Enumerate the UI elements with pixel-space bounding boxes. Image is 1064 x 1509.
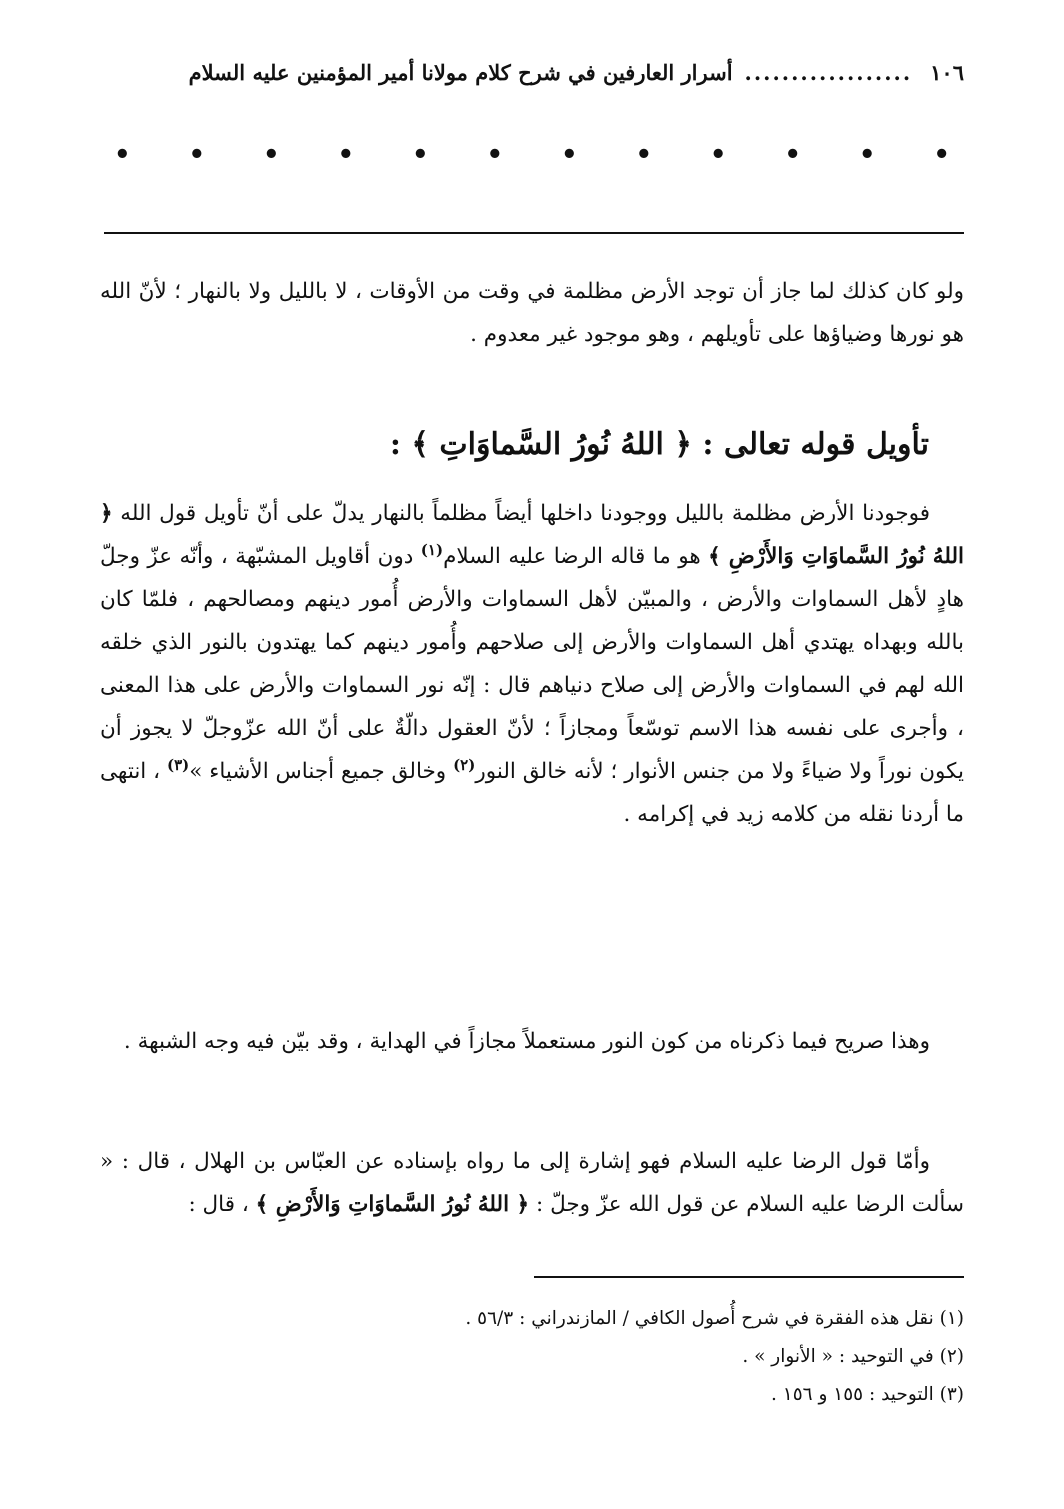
quran-verse: ﴿ اللهُ نُورُ السَّماوَاتِ وَالأَرْضِ ﴾: [255, 1192, 530, 1217]
ornament-dot: •: [560, 140, 578, 170]
ornament-dot: •: [784, 140, 802, 170]
footnote-rule: [534, 1276, 964, 1278]
ornament-dot: •: [337, 140, 355, 170]
footnote-item: (٣) التوحيد : ١٥٥ و ١٥٦ .: [771, 1384, 964, 1405]
page-number: ١٠٦: [930, 59, 964, 85]
quran-verse: ﴿ اللهُ نُورُ السَّماوَاتِ وَالأَرْضِ ﴾: [100, 501, 964, 569]
ornament-dot: •: [114, 140, 131, 170]
footnote-item: (١) نقل هذه الفقرة في شرح أُصول الكافي / المازندراني : ٥٦/٣ .: [465, 1308, 964, 1329]
paragraph-2-part-b: هو ما قاله الرضا عليه السلام: [443, 544, 709, 569]
paragraph-4: [100, 1140, 964, 1226]
footnote-item: (٢) في التوحيد : « الأنوار » .: [742, 1346, 964, 1367]
footnotes: [100, 1300, 964, 1414]
ornament-dot: •: [263, 140, 280, 170]
footnote-ref-1[interactable]: (١): [420, 540, 444, 559]
running-head: [104, 52, 964, 92]
ornament-dot: •: [635, 140, 653, 170]
paragraph-2-part-d: وخالق جميع أجناس الأشياء »: [189, 759, 454, 784]
ornament-dot: •: [486, 140, 504, 170]
ornament-dot: •: [709, 140, 727, 170]
footnote-ref-3[interactable]: (٣): [166, 755, 190, 774]
paragraph-2-part-a: فوجودنا الأرض مظلمة بالليل ووجودنا داخلها أيضاً مظلماً بالنهار يدلّ على أنّ تأويل قول الله: [112, 501, 930, 526]
ornament-dot: •: [188, 140, 206, 170]
section-heading: [109, 420, 929, 470]
paragraph-2-part-c: دون أقاويل المشبّهة ، وأنّه عزّ وجلّ هادٍ لأهل السماوات والأرض ، والمبيّن لأهل السماوات والأرض أُمور دينهم ومصالحهم ، فلمّا كان بالله وبهداه يهتدي أهل السماوات والأرض إلى صلاحهم وأُمور دينهم كما يهتدون بالنور الذي خلقه الله لهم في السماوات والأرض إلى صلاح دنياهم قال : إنّه نور السماوات والأرض على هذا المعنى ، وأجرى على نفسه هذا الاسم توسّعاً ومجازاً ؛ لأنّ العقول دالّةٌ على أنّ الله عزّوجلّ لا يجوز أن يكون نوراً ولا ضياءً ولا من جنس الأنوار ؛ لأنه خالق النور: [100, 544, 964, 784]
heading-text: تأويل قوله تعالى :: [702, 427, 929, 462]
paragraph-2-part-e: ، انتهى ما أردنا نقله من كلامه زيد في إكرامه .: [100, 759, 964, 827]
heading-end: :: [389, 427, 401, 462]
ornament-dots: [100, 140, 964, 170]
footnote-ref-2[interactable]: (٢): [453, 755, 476, 774]
paragraph-4-part-b: ، قال :: [188, 1192, 256, 1217]
header-rule: [104, 232, 964, 234]
dot-leader: ..................: [744, 59, 913, 85]
book-title: أسرار العارفين في شرح كلام مولانا أمير المؤمنين عليه السلام: [188, 59, 733, 85]
paragraph-3: وهذا صريح فيما ذكرناه من كون النور مستعملاً مجازاً في الهداية ، وقد بيّن فيه وجه الشبهة .: [123, 1029, 930, 1054]
ornament-dot: •: [411, 140, 429, 170]
paragraph-1: ولو كان كذلك لما جاز أن توجد الأرض مظلمة في وقت من الأوقات ، لا بالليل ولا بالنهار ؛ لأنّ الله هو نورها وضياؤها على تأويلهم ، وهو موجود غير معدوم .: [100, 279, 964, 347]
paragraph-4-part-a: وأمّا قول الرضا عليه السلام فهو إشارة إلى ما رواه بإسناده عن العبّاس بن الهلال ، قال : « سألت الرضا عليه السلام عن قول الله عزّ وجلّ :: [100, 1149, 964, 1217]
ornament-dot: •: [858, 140, 876, 170]
heading-quran-verse: ﴿ اللهُ نُورُ السَّماوَاتِ ﴾: [411, 427, 692, 462]
paragraph-2: [100, 492, 964, 836]
ornament-dot: •: [933, 140, 950, 170]
